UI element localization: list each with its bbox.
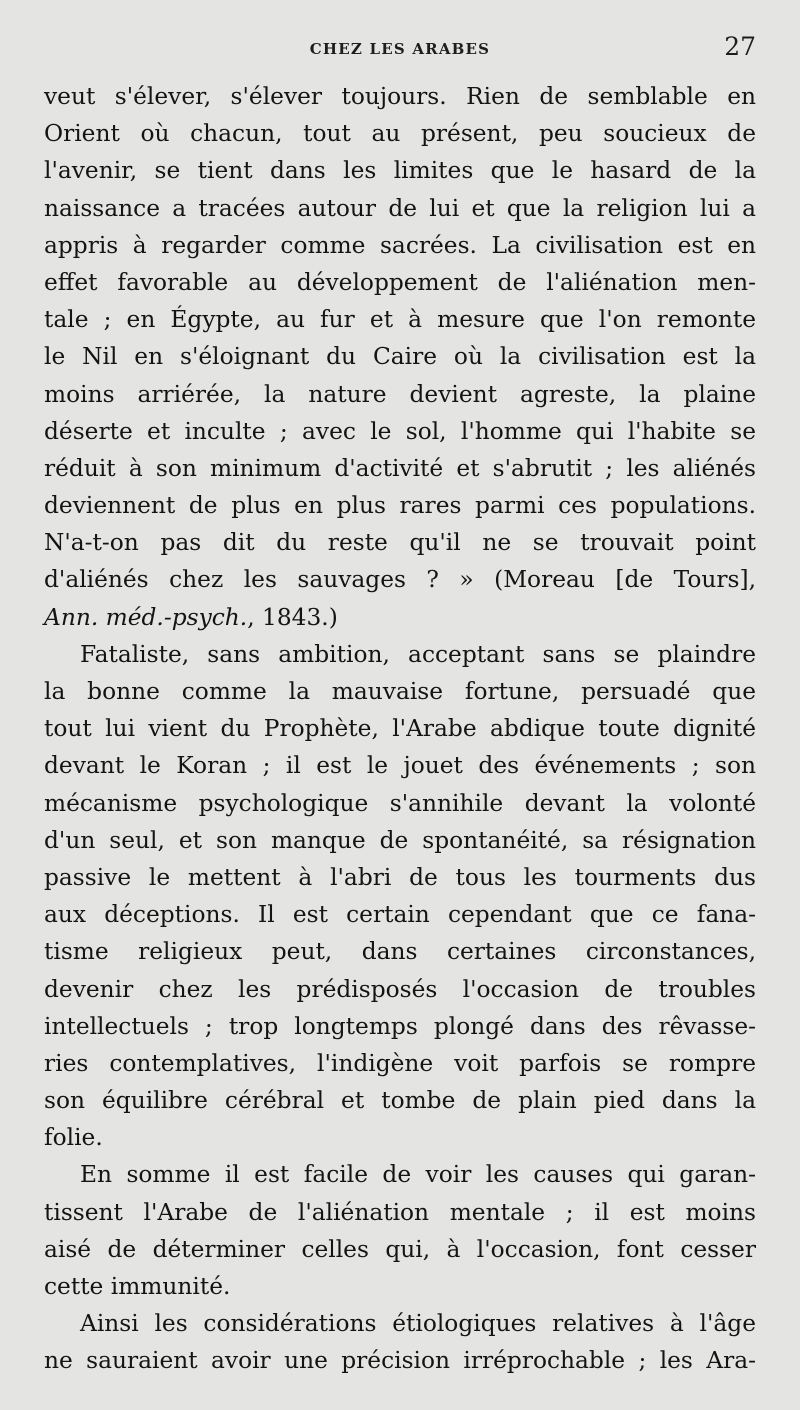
text-line: réduit à son minimum d'activité et s'abrutit ; les aliénés	[44, 454, 756, 482]
text-line: passive le mettent à l'abri de tous les tourments dus	[44, 863, 756, 891]
text-line: deviennent de plus en plus rares parmi ces populations.	[44, 492, 756, 520]
text-line: devenir chez les prédisposés l'occasion de troubles	[44, 975, 756, 1003]
paragraph-2	[44, 636, 756, 1157]
text-line: En somme il est facile de voir les causes qui garan-	[80, 1161, 756, 1189]
text-line: aisé de déterminer celles qui, à l'occasion, font cesser	[44, 1235, 756, 1263]
text-line: ne sauraient avoir une précision irréprochable ; les Ara-	[44, 1347, 756, 1375]
text-line: Orient où chacun, tout au présent, peu soucieux de	[44, 120, 756, 148]
text-line: naissance a tracées autour de lui et que la religion lui a	[44, 194, 756, 222]
text-line: tale ; en Égypte, au fur et à mesure que l'on remonte	[44, 306, 756, 334]
text-line: devant le Koran ; il est le jouet des événements ; son	[44, 752, 756, 780]
text-line: tisme religieux peut, dans certaines circonstances,	[44, 938, 756, 966]
text-line: d'un seul, et son manque de spontanéité, sa résignation	[44, 826, 756, 854]
text-line: moins arriérée, la nature devient agreste, la plaine	[44, 380, 756, 408]
running-head	[44, 32, 756, 66]
body-text	[44, 78, 756, 1380]
paragraph-4	[44, 1305, 756, 1379]
text-line: folie.	[44, 1124, 103, 1152]
text-line: mécanisme psychologique s'annihile devant la volonté	[44, 789, 756, 817]
page-number: 27	[724, 32, 756, 61]
text-line: d'aliénés chez les sauvages ? » (Moreau [de Tours],	[44, 566, 756, 594]
paragraph-1	[44, 78, 756, 636]
paragraph-3	[44, 1156, 756, 1305]
text-line: tout lui vient du Prophète, l'Arabe abdique toute dignité	[44, 715, 756, 743]
text-line: aux déceptions. Il est certain cependant que ce fana-	[44, 901, 756, 929]
text-line: tissent l'Arabe de l'aliénation mentale ; il est moins	[44, 1198, 756, 1226]
text-line: Fataliste, sans ambition, acceptant sans se plaindre	[80, 640, 756, 668]
text-line: veut s'élever, s'élever toujours. Rien de semblable en	[44, 83, 756, 110]
text-line: N'a-t-on pas dit du reste qu'il ne se trouvait point	[44, 529, 756, 557]
text-line: la bonne comme la mauvaise fortune, persuadé que	[44, 678, 756, 705]
text-line: son équilibre cérébral et tombe de plain pied dans la	[44, 1087, 756, 1115]
text-line: cette immunité.	[44, 1273, 231, 1300]
text-line: l'avenir, se tient dans les limites que le hasard de la	[44, 157, 756, 185]
text-line: déserte et inculte ; avec le sol, l'homme qui l'habite se	[44, 417, 756, 445]
text-line: Ainsi les considérations étiologiques relatives à l'âge	[80, 1310, 756, 1338]
text-line: intellectuels ; trop longtemps plongé dans des rêvasse-	[44, 1012, 756, 1040]
text-line: effet favorable au développement de l'aliénation men-	[44, 268, 756, 296]
text-line: le Nil en s'éloignant du Caire où la civilisation est la	[44, 343, 756, 371]
citation-year: , 1843.)	[247, 603, 338, 631]
citation-journal: Ann. méd.-psych.	[44, 603, 248, 631]
text-line: ries contemplatives, l'indigène voit parfois se rompre	[44, 1049, 756, 1077]
citation-line	[44, 599, 756, 636]
text-line: appris à regarder comme sacrées. La civilisation est en	[44, 231, 756, 259]
running-title: CHEZ LES ARABES	[309, 40, 491, 58]
